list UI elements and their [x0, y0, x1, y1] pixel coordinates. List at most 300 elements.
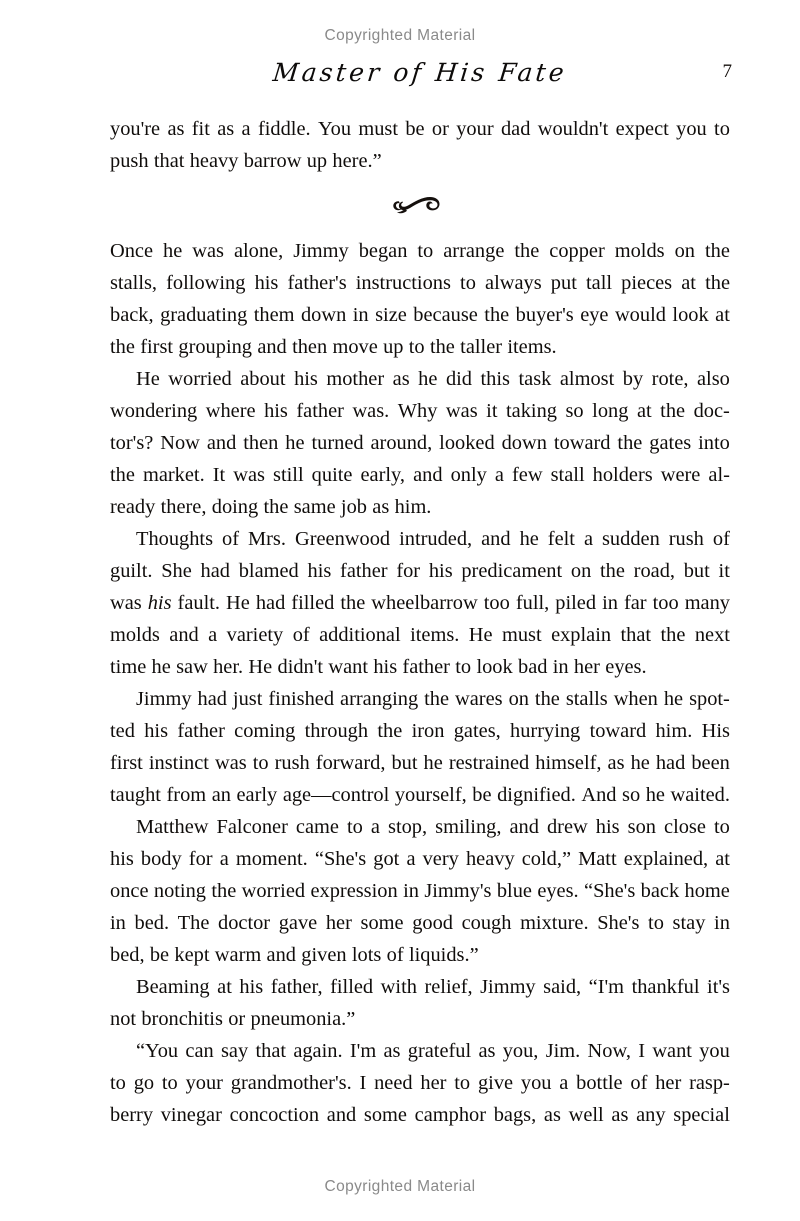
word: Falconer — [216, 816, 288, 838]
word: the — [211, 880, 237, 902]
word: far — [623, 592, 647, 614]
word: then — [292, 336, 328, 358]
word: be — [149, 944, 170, 966]
word: at — [681, 272, 696, 294]
word: down — [300, 304, 347, 326]
word: tor's? — [110, 432, 154, 454]
word: did — [445, 368, 472, 390]
word: want — [652, 1040, 692, 1062]
word: bed, — [110, 944, 145, 966]
word: too — [483, 592, 510, 614]
word: dad — [500, 118, 531, 140]
word: mixture. — [520, 912, 589, 934]
word: any — [636, 1104, 666, 1126]
word: so — [622, 784, 641, 806]
word: about — [240, 368, 286, 390]
word: The — [177, 912, 210, 934]
word: you, — [502, 1040, 539, 1062]
word: then — [243, 432, 279, 454]
word: need — [374, 1072, 413, 1094]
word: following — [166, 272, 246, 294]
word: that — [255, 1040, 287, 1062]
word: alone, — [233, 240, 284, 262]
word: toward — [589, 720, 647, 742]
word: a — [241, 118, 251, 140]
word: wheelbarrow — [371, 592, 478, 614]
word: vinegar — [160, 1104, 222, 1126]
word: him. — [394, 496, 432, 518]
word: said, — [543, 976, 582, 998]
word: a — [370, 816, 380, 838]
word: his — [373, 656, 398, 678]
word: he — [151, 656, 171, 678]
word: doc- — [693, 400, 730, 422]
word: She — [161, 560, 192, 582]
word: when — [613, 688, 658, 710]
word: grateful — [407, 1040, 472, 1062]
word: camphor — [414, 1104, 487, 1126]
word: Jimmy — [480, 976, 536, 998]
word: of — [386, 944, 404, 966]
book-title: Master of His Fate — [271, 58, 569, 87]
word: put — [550, 272, 577, 294]
word: expression — [310, 880, 398, 902]
paragraph — [110, 683, 730, 811]
word: Why — [397, 400, 438, 422]
word: father — [402, 656, 450, 678]
word: he — [645, 784, 665, 806]
word: some — [363, 1104, 407, 1126]
word: a — [494, 464, 504, 486]
word: bags, — [493, 1104, 537, 1126]
word: I — [359, 1072, 367, 1094]
word: first — [110, 752, 143, 774]
word: be — [472, 784, 492, 806]
word: His — [701, 720, 730, 742]
word: through — [304, 720, 369, 742]
word: smiling, — [435, 816, 502, 838]
word: you — [520, 1072, 552, 1094]
word: grandmother's. — [230, 1072, 352, 1094]
text-line — [110, 459, 730, 491]
word: stay — [672, 912, 706, 934]
word: by — [622, 368, 644, 390]
copyright-watermark-top: Copyrighted Material — [324, 27, 476, 44]
word: the — [263, 496, 289, 518]
text-line — [110, 1003, 730, 1035]
word: and — [509, 816, 539, 838]
word: to — [408, 336, 425, 358]
word: as — [383, 1040, 401, 1062]
word: Matt — [578, 848, 617, 870]
word: he — [519, 528, 539, 550]
word: gave — [278, 912, 318, 934]
word: Thoughts — [136, 528, 214, 550]
word: very — [422, 848, 459, 870]
word: long — [592, 400, 629, 422]
word: her. — [213, 656, 244, 678]
word: his — [294, 368, 318, 390]
word: task — [518, 368, 552, 390]
text-line — [110, 779, 730, 811]
word: arrange — [443, 240, 505, 262]
word: body — [140, 848, 182, 870]
word: her — [325, 912, 352, 934]
word: lots — [351, 944, 382, 966]
word: a — [219, 848, 229, 870]
word: were — [660, 464, 701, 486]
word: that — [620, 624, 652, 646]
word: was — [110, 592, 142, 614]
word: as — [372, 496, 390, 518]
word: got — [373, 848, 400, 870]
word: holders — [592, 464, 653, 486]
word: to — [161, 1072, 178, 1094]
word: to — [110, 1072, 126, 1094]
word: fit — [191, 118, 210, 140]
word: well — [568, 1104, 604, 1126]
word: he — [423, 752, 443, 774]
word: was. — [352, 400, 390, 422]
word: explain — [551, 624, 612, 646]
word: taller — [460, 336, 503, 358]
text-line — [110, 939, 730, 971]
word: once — [110, 880, 149, 902]
word: And — [581, 784, 617, 806]
word: to — [346, 816, 363, 838]
word: his — [144, 720, 169, 742]
word: as — [217, 118, 235, 140]
word: a — [406, 848, 416, 870]
word: gates — [649, 432, 692, 454]
word: finished — [268, 688, 335, 710]
word: the — [110, 336, 135, 358]
word: wouldn't — [537, 118, 609, 140]
word: for — [188, 848, 213, 870]
word: so — [565, 400, 584, 422]
word: and — [206, 432, 237, 454]
word: “She's — [584, 880, 636, 902]
word: his — [264, 400, 288, 422]
word: early, — [360, 464, 406, 486]
word: still — [273, 464, 304, 486]
word: the — [424, 688, 450, 710]
word: the — [340, 592, 366, 614]
word: her — [420, 1072, 447, 1094]
word: stalls — [565, 688, 608, 710]
word: from — [166, 784, 207, 806]
word: want — [328, 656, 369, 678]
word: He — [226, 592, 250, 614]
text-line — [110, 113, 730, 145]
word: the — [660, 624, 686, 646]
word: with — [380, 976, 417, 998]
word: didn't — [277, 656, 324, 678]
word: where — [205, 400, 256, 422]
word: Now, — [587, 1040, 631, 1062]
word: liquids.” — [408, 944, 479, 966]
word: worried — [168, 368, 232, 390]
word: again. — [293, 1040, 343, 1062]
word: looked — [439, 432, 495, 454]
word: It — [212, 464, 226, 486]
word: was — [233, 464, 265, 486]
word: I'm — [349, 1040, 377, 1062]
word: would — [614, 304, 666, 326]
word: can — [185, 1040, 214, 1062]
word: rush — [274, 752, 310, 774]
word: here.” — [332, 150, 382, 172]
word: on — [674, 240, 695, 262]
text-line — [110, 235, 730, 267]
word: rote, — [651, 368, 689, 390]
word: but — [391, 752, 418, 774]
word: worried — [241, 880, 306, 902]
word: as — [478, 1040, 496, 1062]
word: look — [476, 656, 513, 678]
word: concoction — [229, 1104, 320, 1126]
word: fiddle. — [257, 118, 311, 140]
word: he — [285, 432, 305, 454]
word: hurrying — [510, 720, 581, 742]
word: road, — [633, 560, 675, 582]
word: Jimmy — [136, 688, 192, 710]
word: good — [412, 912, 453, 934]
word: that — [153, 150, 185, 172]
word: he — [418, 368, 438, 390]
word: rush — [668, 528, 704, 550]
word: variety — [226, 624, 284, 646]
word: the — [110, 464, 135, 486]
word: to — [648, 912, 664, 934]
word: filled — [291, 592, 335, 614]
word: in — [714, 912, 730, 934]
word: her — [655, 1072, 682, 1094]
paragraph — [110, 523, 730, 683]
page-number: 7 — [722, 61, 732, 82]
word: in — [602, 592, 618, 614]
word: as — [167, 118, 185, 140]
word: and — [257, 336, 287, 358]
word: taught — [110, 784, 161, 806]
word: doing — [211, 496, 259, 518]
text-line — [110, 811, 730, 843]
word: Greenwood — [294, 528, 391, 550]
word: the — [660, 400, 686, 422]
word: intruded, — [399, 528, 473, 550]
word: sudden — [602, 528, 660, 550]
word: heavy — [189, 150, 239, 172]
word: father, — [270, 976, 323, 998]
word: always — [485, 272, 542, 294]
text-line — [110, 683, 730, 715]
word: around, — [370, 432, 433, 454]
word: in — [110, 912, 126, 934]
word: himself, — [535, 752, 602, 774]
text-line — [110, 555, 730, 587]
word: coming — [234, 720, 296, 742]
text-line — [110, 145, 730, 177]
word: must — [358, 118, 398, 140]
word: your — [456, 118, 494, 140]
word: bottle — [576, 1072, 623, 1094]
word: waited. — [670, 784, 730, 806]
word: as — [611, 1104, 629, 1126]
word: the — [429, 336, 455, 358]
word: and — [481, 528, 511, 550]
word: he — [163, 240, 183, 262]
word: because — [413, 304, 478, 326]
word: to — [460, 272, 476, 294]
word: noting — [153, 880, 206, 902]
word: you're — [110, 118, 161, 140]
word: also — [697, 368, 730, 390]
word: You — [317, 118, 352, 140]
word: instinct — [148, 752, 209, 774]
word: this — [480, 368, 510, 390]
word: them — [253, 304, 295, 326]
text-line — [110, 427, 730, 459]
word: age—control — [282, 784, 390, 806]
word: eyes. — [605, 656, 647, 678]
word: time — [110, 656, 147, 678]
word: in — [552, 656, 569, 678]
word: eyes. — [537, 880, 579, 902]
word: pneumonia.” — [250, 1008, 356, 1030]
word: first — [140, 336, 174, 358]
word: blue — [496, 880, 532, 902]
paragraph — [110, 811, 730, 971]
word: kept — [174, 944, 210, 966]
word: go — [133, 1072, 155, 1094]
word: her — [573, 656, 600, 678]
word: special — [673, 1104, 730, 1126]
word: berry — [110, 1104, 154, 1126]
word: moment. — [235, 848, 308, 870]
word: saw — [176, 656, 208, 678]
word: cold,” — [521, 848, 572, 870]
word: say — [220, 1040, 249, 1062]
word: and — [326, 1104, 357, 1126]
running-head — [110, 58, 730, 92]
word: home — [684, 880, 730, 902]
word: on — [570, 560, 592, 582]
word: up — [306, 150, 328, 172]
word: drew — [546, 816, 588, 838]
word: fault. — [177, 592, 221, 614]
word: your — [185, 1072, 223, 1094]
word: back — [640, 880, 680, 902]
word: almost — [559, 368, 615, 390]
word: him. — [655, 720, 693, 742]
word: his — [239, 976, 264, 998]
word: felt — [547, 528, 575, 550]
word: as — [392, 368, 410, 390]
word: explained, — [623, 848, 709, 870]
word: as — [543, 1104, 561, 1126]
word: only — [450, 464, 487, 486]
word: market. — [142, 464, 205, 486]
word: early — [236, 784, 278, 806]
word: buyer's — [515, 304, 574, 326]
word: of — [222, 528, 240, 550]
word: mother — [326, 368, 385, 390]
word: tall — [585, 272, 613, 294]
word: full, — [515, 592, 550, 614]
word: to — [713, 816, 730, 838]
word: instructions — [355, 272, 451, 294]
word: “She's — [314, 848, 367, 870]
word: and — [413, 464, 443, 486]
word: it — [718, 560, 730, 582]
word: at — [715, 304, 730, 326]
word: the — [514, 240, 540, 262]
word: dignified. — [497, 784, 576, 806]
word: at — [217, 976, 232, 998]
text-line — [110, 1067, 730, 1099]
word: yourself, — [394, 784, 467, 806]
word: molds — [110, 624, 160, 646]
word: additional — [319, 624, 401, 646]
word: too — [652, 592, 679, 614]
word: and — [169, 624, 199, 646]
word: not — [110, 1008, 137, 1030]
word: and — [266, 944, 296, 966]
text-line — [110, 619, 730, 651]
word: his — [147, 592, 172, 614]
word: was — [214, 752, 247, 774]
word: He — [468, 624, 493, 646]
word: been — [691, 752, 730, 774]
word: be — [405, 118, 425, 140]
word: you — [699, 1040, 730, 1062]
text-line — [110, 395, 730, 427]
word: had — [655, 752, 686, 774]
section-divider — [110, 177, 730, 235]
paragraph — [110, 363, 730, 523]
word: a — [559, 1072, 569, 1094]
word: piled — [555, 592, 597, 614]
word: Now — [160, 432, 200, 454]
text-line — [110, 651, 730, 683]
word: forward, — [315, 752, 386, 774]
word: a — [583, 528, 594, 550]
text-line — [110, 523, 730, 555]
word: up — [383, 336, 404, 358]
word: had — [200, 560, 230, 582]
word: bad — [518, 656, 548, 678]
word: he — [630, 752, 650, 774]
word: it — [486, 400, 498, 422]
text-line — [110, 907, 730, 939]
word: He — [248, 656, 273, 678]
word: his — [254, 272, 279, 294]
text-line — [110, 587, 730, 619]
word: stop, — [388, 816, 428, 838]
word: He — [136, 368, 160, 390]
word: quite — [311, 464, 353, 486]
word: pieces — [621, 272, 673, 294]
word: heavy — [465, 848, 515, 870]
word: back, — [110, 304, 154, 326]
word: push — [110, 150, 149, 172]
word: must — [501, 624, 542, 646]
word: to — [252, 752, 269, 774]
word: to — [417, 240, 434, 262]
word: the — [377, 720, 403, 742]
word: the — [617, 432, 643, 454]
word: restrained — [448, 752, 530, 774]
